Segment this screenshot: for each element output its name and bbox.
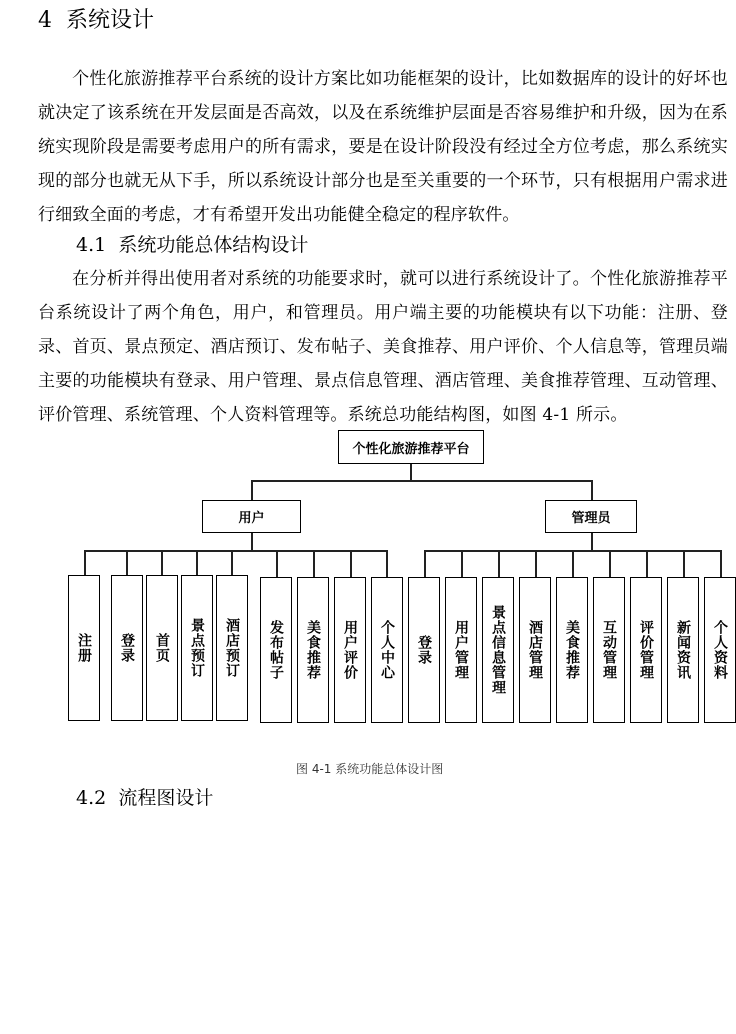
connector	[251, 480, 592, 482]
leaf-user-post	[260, 577, 292, 723]
root-label: 个性化旅游推荐平台	[352, 441, 470, 457]
leaf-label: 新闻资讯	[675, 620, 691, 680]
leaf-label: 互动管理	[601, 620, 617, 680]
subsection-title: 系统功能总体结构设计	[118, 234, 309, 256]
connector	[386, 550, 388, 577]
leaf-label: 登录	[416, 635, 432, 665]
leaf-label: 景点预订	[189, 618, 205, 678]
leaf-admin-profile	[704, 577, 736, 723]
connector	[572, 550, 574, 577]
connector	[591, 480, 593, 500]
structure-paragraph-text: 在分析并得出使用者对系统的功能要求时，就可以进行系统设计了。个性化旅游推荐平台系统设计了两个角色，用户，和管理员。用户端主要的功能模块有以下功能：注册、登录、首页、景点预定、酒店预订、发布帖子、美食推荐、用户评价、个人信息等，管理员端主要的功能模块有登录、用户管理、景点信息管理、酒店管理、美食推荐管理、互动管理、评价管理、系统管理、个人资料管理等。系统总功能结构图，如图 4-1 所示。	[38, 269, 728, 425]
section-title: 系统设计	[66, 8, 155, 33]
connector	[126, 550, 128, 575]
leaf-user-register	[68, 575, 100, 721]
leaf-user-hotel-booking	[216, 575, 248, 721]
leaf-label: 美食推荐	[564, 620, 580, 680]
leaf-user-food	[297, 577, 329, 723]
leaf-admin-user-management	[445, 577, 477, 723]
admin-branch-label: 管理员	[571, 511, 611, 526]
function-structure-diagram	[0, 420, 736, 740]
connector	[461, 550, 463, 577]
leaf-admin-hotel-management	[519, 577, 551, 723]
leaf-label: 酒店管理	[527, 620, 543, 680]
structure-paragraph	[38, 262, 728, 432]
connector	[276, 550, 278, 577]
leaf-admin-food	[556, 577, 588, 723]
section-heading	[38, 6, 154, 36]
connector	[410, 464, 412, 480]
connector	[609, 550, 611, 577]
leaf-label: 酒店预订	[224, 618, 240, 678]
leaf-label: 登录	[119, 633, 135, 663]
connector	[251, 533, 253, 550]
diagram-node-admin	[545, 500, 637, 533]
connector	[683, 550, 685, 577]
leaf-label: 景点信息管理	[490, 605, 506, 695]
subsection-number: 4.2	[76, 787, 107, 809]
connector	[498, 550, 500, 577]
leaf-admin-attraction-management	[482, 577, 514, 723]
leaf-label: 个人资料	[712, 620, 728, 680]
leaf-admin-news	[667, 577, 699, 723]
connector	[350, 550, 352, 577]
intro-paragraph	[38, 62, 728, 232]
leaf-user-review	[334, 577, 366, 723]
connector	[720, 550, 722, 577]
diagram-root-node	[338, 430, 484, 464]
subsection-number: 4.1	[76, 234, 107, 256]
leaf-admin-review-management	[630, 577, 662, 723]
leaf-label: 美食推荐	[305, 620, 321, 680]
diagram-node-user	[202, 500, 301, 533]
section-number: 4	[38, 8, 52, 33]
leaf-label: 首页	[154, 633, 170, 663]
connector	[84, 550, 86, 575]
leaf-label: 用户管理	[453, 620, 469, 680]
leaf-admin-interaction-management	[593, 577, 625, 723]
leaf-label: 用户评价	[342, 620, 358, 680]
connector	[231, 550, 233, 575]
connector	[424, 550, 426, 577]
leaf-user-home	[146, 575, 178, 721]
intro-paragraph-text: 个性化旅游推荐平台系统的设计方案比如功能框架的设计，比如数据库的设计的好坏也就决定了该系统在开发层面是否高效，以及在系统维护层面是否容易维护和升级，因为在系统实现阶段是需要考虑用户的所有需求，要是在设计阶段没有经过全方位考虑，那么系统实现的部分也就无从下手，所以系统设计部分也是至关重要的一个环节，只有根据用户需求进行细致全面的考虑，才有希望开发出功能健全稳定的程序软件。	[38, 69, 728, 225]
connector	[535, 550, 537, 577]
leaf-user-attraction-booking	[181, 575, 213, 721]
subsection-heading-4-2	[76, 784, 213, 812]
leaf-user-login	[111, 575, 143, 721]
leaf-label: 个人中心	[379, 620, 395, 680]
connector	[591, 533, 593, 550]
leaf-label: 发布帖子	[268, 620, 284, 680]
connector	[84, 550, 387, 552]
connector	[313, 550, 315, 577]
connector	[196, 550, 198, 575]
connector	[646, 550, 648, 577]
leaf-label: 注册	[76, 633, 92, 663]
leaf-label: 评价管理	[638, 620, 654, 680]
user-branch-label: 用户	[238, 511, 265, 526]
leaf-admin-login	[408, 577, 440, 723]
subsection-title: 流程图设计	[118, 787, 214, 809]
figure-caption: 图 4-1 系统功能总体设计图	[296, 762, 444, 776]
leaf-user-profile	[371, 577, 403, 723]
connector	[161, 550, 163, 575]
connector	[251, 480, 253, 500]
subsection-heading-4-1	[76, 231, 308, 259]
